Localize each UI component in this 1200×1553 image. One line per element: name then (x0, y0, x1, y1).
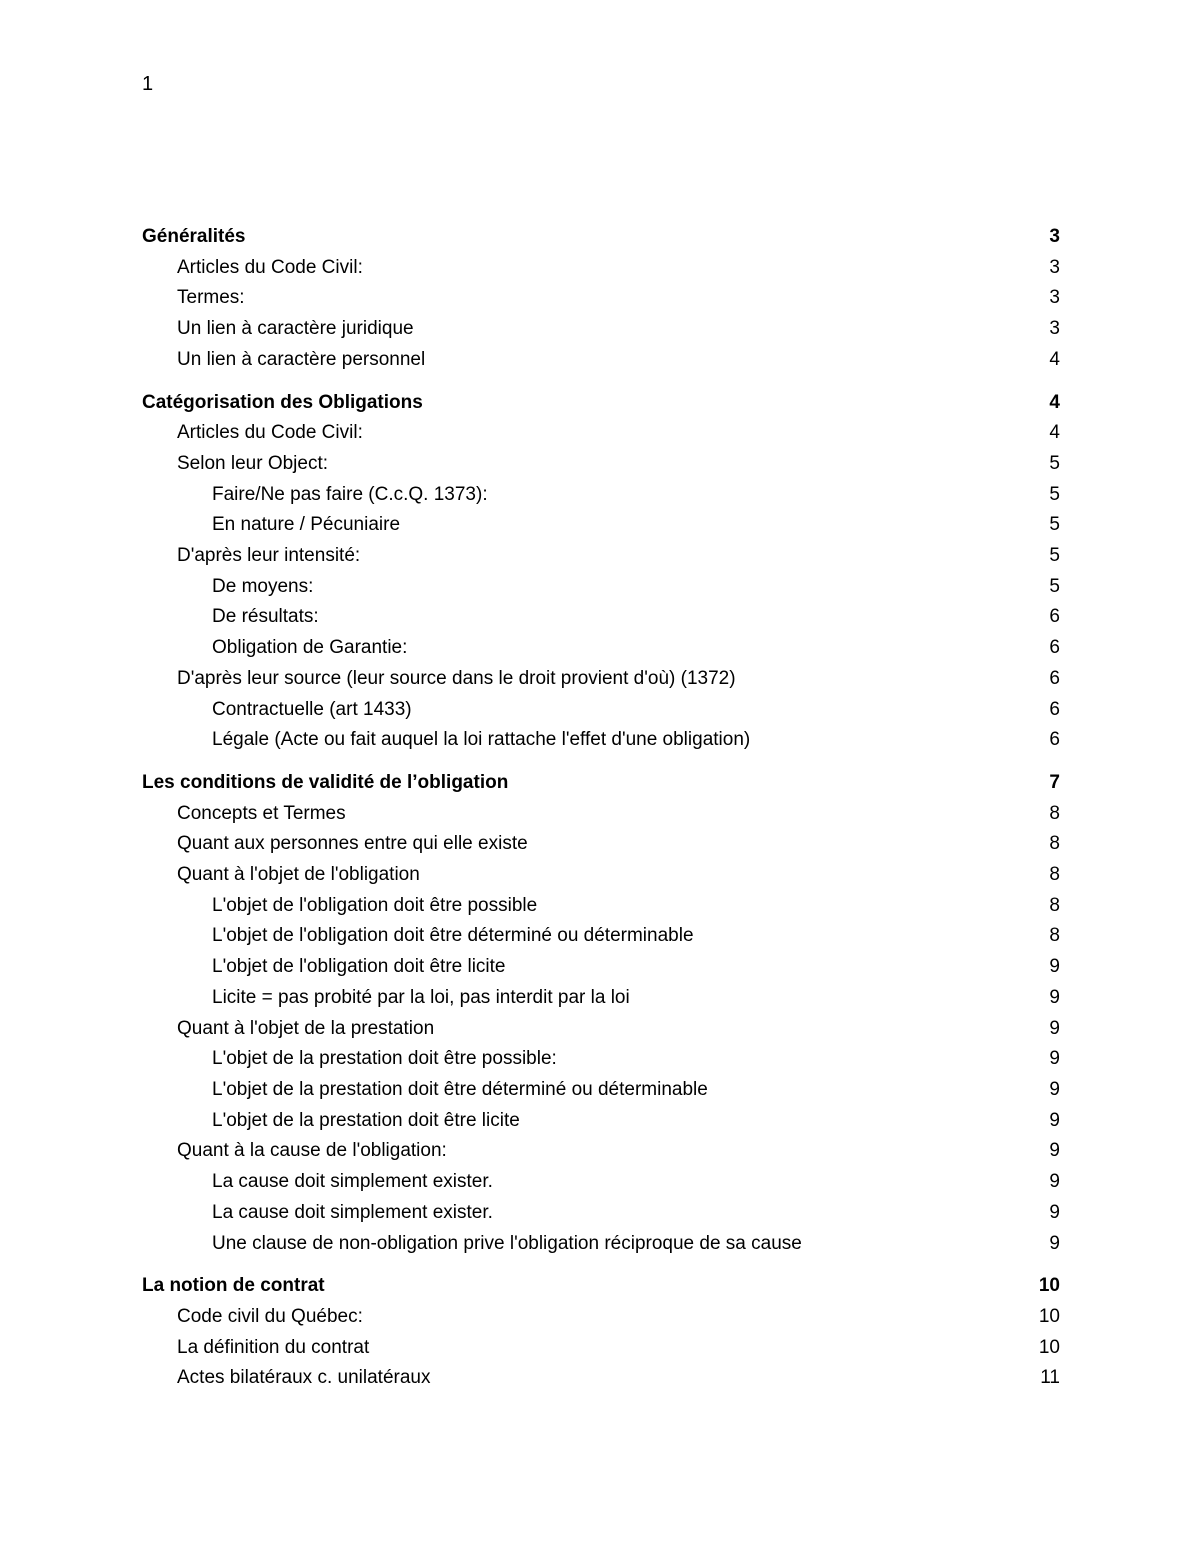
toc-entry-page: 9 (1049, 1017, 1060, 1039)
toc-entry-title: L'objet de l'obligation doit être licite (212, 956, 506, 978)
toc-entry-link[interactable] (142, 952, 1060, 983)
toc-entry-link[interactable] (142, 1106, 1060, 1137)
toc-heading-link[interactable] (142, 768, 1060, 799)
toc-entry-page: 9 (1049, 1140, 1060, 1162)
toc-entry-title: L'objet de la prestation doit être licite (212, 1109, 520, 1131)
toc-entry-page: 9 (1049, 1109, 1060, 1131)
toc-heading-link[interactable] (142, 388, 1060, 419)
toc-entry-page: 3 (1049, 287, 1060, 309)
toc-entry-title: Quant à l'objet de la prestation (177, 1017, 435, 1039)
toc-entry-link[interactable] (142, 664, 1060, 695)
toc-entry-page: 9 (1049, 1171, 1060, 1193)
toc-heading-title: Les conditions de validité de l’obligation (142, 771, 509, 793)
toc-entry-title: Contractuelle (art 1433) (212, 698, 412, 720)
toc-entry-page: 5 (1049, 545, 1060, 567)
toc-entry-title: Une clause de non-obligation prive l'obligation réciproque de sa cause (212, 1232, 802, 1254)
toc-entry-page: 9 (1049, 1232, 1060, 1254)
toc-entry-link[interactable] (142, 1363, 1060, 1394)
toc-entry-title: L'objet de l'obligation doit être déterminé ou déterminable (212, 925, 694, 947)
toc-entry-page: 4 (1049, 348, 1060, 370)
toc-entry-link[interactable] (142, 633, 1060, 664)
toc-entry-page: 9 (1049, 956, 1060, 978)
toc-entry-page: 5 (1049, 452, 1060, 474)
toc-section (142, 1271, 1060, 1394)
toc-entry-title: En nature / Pécuniaire (212, 514, 401, 536)
toc-entry-title: L'objet de l'obligation doit être possible (212, 894, 538, 916)
toc-entry-link[interactable] (142, 345, 1060, 376)
toc-entry-title: L'objet de la prestation doit être déterminé ou déterminable (212, 1078, 708, 1100)
toc-entry-link[interactable] (142, 510, 1060, 541)
toc-entry-page: 10 (1038, 1336, 1060, 1358)
toc-entry-link[interactable] (142, 983, 1060, 1014)
toc-entry-title: Actes bilatéraux c. unilatéraux (177, 1367, 431, 1389)
toc-entry-page: 11 (1040, 1367, 1060, 1389)
toc-entry-link[interactable] (142, 418, 1060, 449)
toc-entry-link[interactable] (142, 1229, 1060, 1260)
toc-entry-page: 6 (1049, 729, 1060, 751)
toc-section (142, 768, 1060, 1259)
toc-entry-page: 8 (1049, 833, 1060, 855)
toc-entry-link[interactable] (142, 1136, 1060, 1167)
toc-entry-link[interactable] (142, 891, 1060, 922)
toc-entry-page: 5 (1049, 483, 1060, 505)
toc-entry-link[interactable] (142, 449, 1060, 480)
toc-entry-link[interactable] (142, 283, 1060, 314)
toc-entry-link[interactable] (142, 572, 1060, 603)
toc-entry-link[interactable] (142, 695, 1060, 726)
toc-entry-link[interactable] (142, 1044, 1060, 1075)
toc-entry-title: D'après leur intensité: (177, 545, 361, 567)
toc-entry-title: Quant à la cause de l'obligation: (177, 1140, 447, 1162)
toc-entry-title: Faire/Ne pas faire (C.c.Q. 1373): (212, 483, 488, 505)
toc-entry-title: Quant à l'objet de l'obligation (177, 864, 420, 886)
toc-heading-title: Généralités (142, 226, 246, 247)
toc-entry-link[interactable] (142, 921, 1060, 952)
toc-entry-title: Articles du Code Civil: (177, 422, 363, 444)
toc-heading-link[interactable] (142, 1271, 1060, 1302)
toc-entry-page: 6 (1049, 667, 1060, 689)
toc-entry-page: 9 (1049, 1201, 1060, 1223)
toc-entry-page: 3 (1049, 256, 1060, 278)
toc-entry-link[interactable] (142, 314, 1060, 345)
toc-entry-link[interactable] (142, 1198, 1060, 1229)
toc-entry-title: Obligation de Garantie: (212, 637, 408, 659)
toc-heading-page: 10 (1038, 1275, 1060, 1297)
toc-entry-page: 9 (1049, 1078, 1060, 1100)
toc-entry-page: 9 (1049, 986, 1060, 1008)
page-number: 1 (142, 73, 154, 95)
toc-entry-title: La définition du contrat (177, 1336, 370, 1358)
toc-entry-link[interactable] (142, 725, 1060, 756)
toc-entry-title: La cause doit simplement exister. (212, 1201, 493, 1223)
toc-entry-link[interactable] (142, 1167, 1060, 1198)
toc-entry-page: 9 (1049, 1048, 1060, 1070)
toc-entry-page: 8 (1049, 802, 1060, 824)
toc-entry-page: 8 (1049, 925, 1060, 947)
toc-entry-title: La cause doit simplement exister. (212, 1171, 493, 1193)
toc-entry-title: Concepts et Termes (177, 802, 346, 824)
toc-entry-title: Articles du Code Civil: (177, 256, 363, 278)
toc-entry-title: Termes: (177, 287, 245, 309)
toc-entry-link[interactable] (142, 1014, 1060, 1045)
toc-entry-page: 5 (1049, 514, 1060, 536)
toc-entry-page: 6 (1049, 698, 1060, 720)
toc-entry-title: Code civil du Québec: (177, 1305, 363, 1327)
toc-entry-title: D'après leur source (leur source dans le droit provient d'où) (1372) (177, 667, 736, 689)
toc-entry-title: Selon leur Object: (177, 452, 329, 474)
toc-entry-page: 6 (1049, 637, 1060, 659)
toc-entry-title: Légale (Acte ou fait auquel la loi rattache l'effet d'une obligation) (212, 729, 751, 751)
toc-heading-title: Catégorisation des Obligations (142, 391, 423, 413)
toc-heading-page: 7 (1049, 771, 1060, 793)
toc-entry-page: 5 (1049, 575, 1060, 597)
toc-heading-page: 3 (1049, 226, 1060, 247)
toc-heading-title: La notion de contrat (142, 1275, 325, 1297)
toc-entry-link[interactable] (142, 541, 1060, 572)
toc-section (142, 222, 1060, 376)
toc-entry-link[interactable] (142, 1075, 1060, 1106)
toc-entry-page: 8 (1049, 894, 1060, 916)
toc-entry-link[interactable] (142, 480, 1060, 511)
toc-entry-page: 10 (1038, 1305, 1060, 1327)
toc-entry-title: Licite = pas probité par la loi, pas interdit par la loi (212, 986, 630, 1008)
toc-entry-page: 8 (1049, 864, 1060, 886)
toc-entry-link[interactable] (142, 602, 1060, 633)
toc-entry-title: De moyens: (212, 575, 314, 597)
toc-entry-link[interactable] (142, 1302, 1060, 1333)
toc-entry-page: 4 (1049, 422, 1060, 444)
toc-heading-page: 4 (1049, 391, 1060, 413)
toc-entry-link[interactable] (142, 829, 1060, 860)
toc-entry-title: Un lien à caractère juridique (177, 318, 414, 340)
toc-entry-title: Un lien à caractère personnel (177, 348, 426, 370)
toc-entry-page: 3 (1049, 318, 1060, 340)
toc-entry-link[interactable] (142, 799, 1060, 830)
toc-entry-title: L'objet de la prestation doit être possible: (212, 1048, 557, 1070)
toc-entry-link[interactable] (142, 253, 1060, 284)
toc-heading-link[interactable] (142, 222, 1060, 253)
table-of-contents (142, 222, 1060, 1406)
toc-entry-title: Quant aux personnes entre qui elle existe (177, 833, 528, 855)
toc-entry-page: 6 (1049, 606, 1060, 628)
toc-entry-link[interactable] (142, 860, 1060, 891)
toc-section (142, 388, 1060, 756)
toc-entry-title: De résultats: (212, 606, 319, 628)
toc-entry-link[interactable] (142, 1333, 1060, 1364)
